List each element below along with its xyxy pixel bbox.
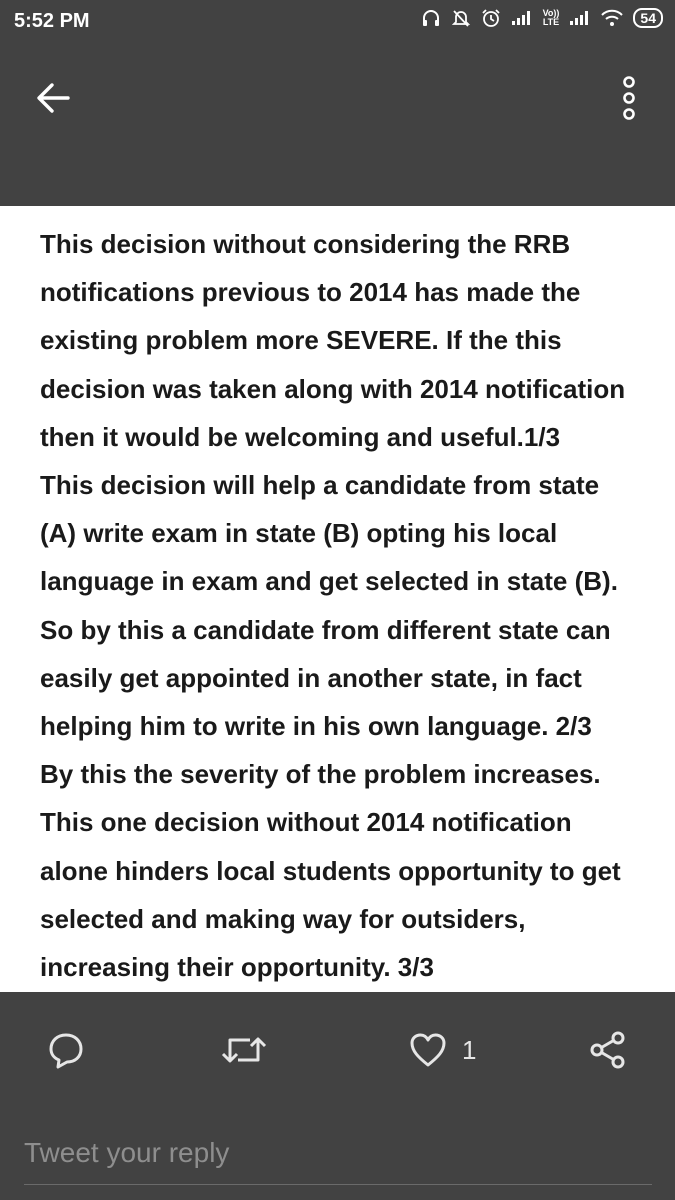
alarm-off-icon (451, 8, 471, 28)
reply-icon (46, 1030, 86, 1070)
tweet-line: (A) write exam in state (B) opting his local (40, 518, 558, 549)
share-icon (588, 1030, 628, 1070)
tweet-line: By this the severity of the problem increases. (40, 759, 601, 790)
like-count: 1 (462, 1034, 477, 1065)
tweet-line: selected and making way for outsiders, (40, 903, 526, 934)
reply-input[interactable]: Tweet your reply (24, 1134, 652, 1185)
retweet-button[interactable] (220, 1030, 268, 1070)
tweet-line: language in exam and get selected in state (B). (40, 566, 618, 597)
more-vertical-icon[interactable] (617, 74, 641, 122)
tweet-text (0, 206, 675, 991)
status-icons (421, 8, 663, 28)
tweet-line: This one decision without 2014 notification (40, 807, 572, 838)
headphones-icon (421, 8, 441, 28)
alarm-icon (481, 8, 501, 28)
signal-icon (511, 10, 533, 26)
tweet-line: This decision will help a candidate from state (40, 470, 600, 501)
tweet-line: This decision without considering the RRB (40, 229, 571, 259)
status-bar (0, 0, 675, 44)
tweet-line: then it would be welcoming and useful.1/3 (40, 421, 561, 452)
wifi-icon (601, 9, 623, 27)
volte-icon (543, 9, 560, 27)
app-bar (0, 44, 675, 206)
battery-icon: 54 (633, 8, 663, 28)
tweet-line: So by this a candidate from different state can (40, 614, 611, 645)
tweet-line: helping him to write in his own language. 2/3 (40, 711, 592, 742)
lte-label: LTE (542, 17, 560, 27)
tweet-line: existing problem more SEVERE. If the this (40, 325, 562, 356)
tweet-content (0, 206, 675, 992)
tweet-actions (0, 1030, 675, 1100)
status-time: 5:52 PM (14, 10, 90, 32)
signal-icon (569, 10, 591, 26)
volte-label: Vo)) (542, 8, 560, 18)
retweet-icon (220, 1030, 268, 1070)
tweet-line: increasing their opportunity. 3/3 (40, 952, 434, 983)
like-button[interactable] (408, 1030, 476, 1070)
share-button[interactable] (588, 1030, 628, 1070)
tweet-line: decision was taken along with 2014 notification (40, 373, 626, 404)
arrow-left-icon[interactable] (30, 74, 78, 122)
heart-icon (408, 1030, 448, 1070)
tweet-line: easily get appointed in another state, in fact (40, 662, 582, 693)
reply-button[interactable] (46, 1030, 86, 1070)
tweet-line: alone hinders local students opportunity to get (40, 855, 621, 886)
tweet-line: notifications previous to 2014 has made the (40, 277, 581, 308)
